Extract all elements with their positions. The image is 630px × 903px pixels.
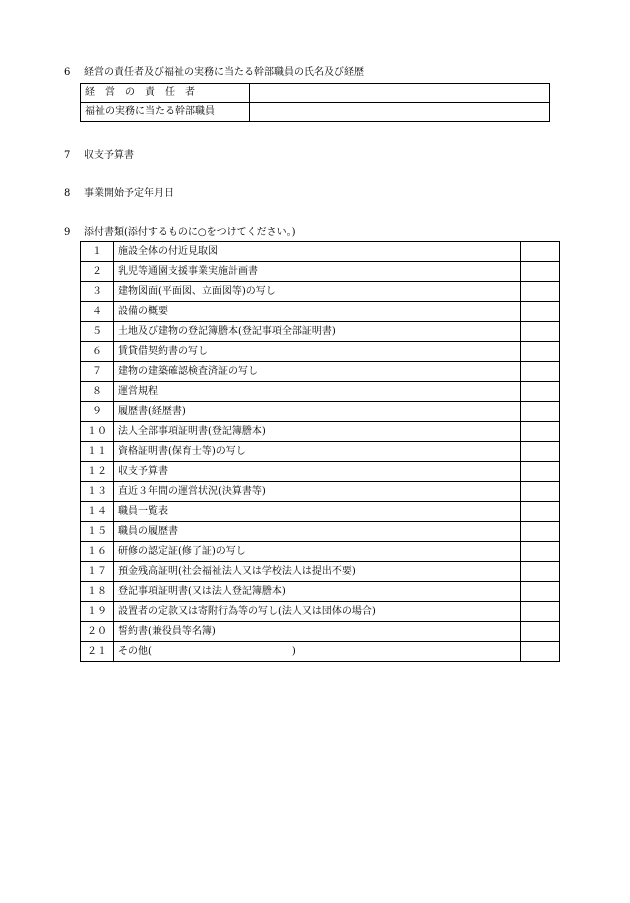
table-row xyxy=(81,522,560,542)
section-7-title: 収支予算書 xyxy=(84,150,134,161)
attachment-check-cell[interactable] xyxy=(521,282,560,302)
table-row xyxy=(81,322,560,342)
attachment-number: １７ xyxy=(81,562,114,582)
attachment-check-cell[interactable] xyxy=(521,602,560,622)
attachment-number: １０ xyxy=(81,422,114,442)
attachment-number: １２ xyxy=(81,462,114,482)
responsible-person-label: 経 営 の 責 任 者 xyxy=(81,84,250,103)
table-row xyxy=(81,302,560,322)
attachment-number: ２０ xyxy=(81,622,114,642)
section-9-title: 添付書類(添付するものに○をつけてください。) xyxy=(84,227,296,238)
attachment-number: １３ xyxy=(81,482,114,502)
senior-staff-value[interactable] xyxy=(250,103,550,122)
table-row xyxy=(81,462,560,482)
section-8-heading xyxy=(64,188,174,200)
attachment-name: 建物図面(平面図、立面図等)の写し xyxy=(114,282,521,302)
table-row xyxy=(81,562,560,582)
attachment-number: １５ xyxy=(81,522,114,542)
senior-staff-label: 福祉の実務に当たる幹部職員 xyxy=(81,103,250,122)
attachment-name: 建物の建築確認検査済証の写し xyxy=(114,362,521,382)
section-7-heading xyxy=(64,150,134,162)
attachment-name: 資格証明書(保育士等)の写し xyxy=(114,442,521,462)
attachment-name: 施設全体の付近見取図 xyxy=(114,242,521,262)
attachment-name: 賃貸借契約書の写し xyxy=(114,342,521,362)
section-6-number: 6 xyxy=(64,67,71,78)
attachment-number: １１ xyxy=(81,442,114,462)
table-row xyxy=(81,103,550,122)
attachment-number: ６ xyxy=(81,342,114,362)
attachment-check-cell[interactable] xyxy=(521,422,560,442)
attachment-number: ９ xyxy=(81,402,114,422)
attachment-number: １６ xyxy=(81,542,114,562)
attachment-name: 設備の概要 xyxy=(114,302,521,322)
attachment-check-cell[interactable] xyxy=(521,242,560,262)
attachment-number: １９ xyxy=(81,602,114,622)
table-row xyxy=(81,622,560,642)
table-row xyxy=(81,502,560,522)
attachment-check-cell[interactable] xyxy=(521,382,560,402)
attachment-check-cell[interactable] xyxy=(521,462,560,482)
table-row xyxy=(81,422,560,442)
attachment-number: ２１ xyxy=(81,642,114,662)
attachment-check-cell[interactable] xyxy=(521,342,560,362)
table-row xyxy=(81,242,560,262)
attachments-table xyxy=(80,241,560,662)
attachment-number: １４ xyxy=(81,502,114,522)
table-row xyxy=(81,542,560,562)
attachment-name: 法人全部事項証明書(登記簿謄本) xyxy=(114,422,521,442)
table-row xyxy=(81,84,550,103)
attachment-number: ４ xyxy=(81,302,114,322)
attachment-name: その他( ) xyxy=(114,642,521,662)
attachment-name: 直近３年間の運営状況(決算書等) xyxy=(114,482,521,502)
attachment-name: 預金残高証明(社会福祉法人又は学校法人は提出不要) xyxy=(114,562,521,582)
section-9-heading xyxy=(64,227,296,239)
table-row xyxy=(81,262,560,282)
attachment-check-cell[interactable] xyxy=(521,262,560,282)
table-row xyxy=(81,442,560,462)
attachment-number: ５ xyxy=(81,322,114,342)
attachment-name: 運営規程 xyxy=(114,382,521,402)
attachment-name: 職員一覧表 xyxy=(114,502,521,522)
attachment-number: ８ xyxy=(81,382,114,402)
attachment-number: ７ xyxy=(81,362,114,382)
attachment-number: ２ xyxy=(81,262,114,282)
attachment-number: １ xyxy=(81,242,114,262)
attachment-check-cell[interactable] xyxy=(521,542,560,562)
table-row xyxy=(81,342,560,362)
section-6-title: 経営の責任者及び福祉の実務に当たる幹部職員の氏名及び経歴 xyxy=(84,67,364,78)
section-9-number: 9 xyxy=(64,227,71,238)
attachment-check-cell[interactable] xyxy=(521,402,560,422)
attachment-check-cell[interactable] xyxy=(521,562,560,582)
table-row xyxy=(81,482,560,502)
attachment-check-cell[interactable] xyxy=(521,502,560,522)
attachment-number: １８ xyxy=(81,582,114,602)
attachment-name: 履歴書(経歴書) xyxy=(114,402,521,422)
attachment-name: 登記事項証明書(又は法人登記簿謄本) xyxy=(114,582,521,602)
attachment-name: 乳児等通園支援事業実施計画書 xyxy=(114,262,521,282)
management-staff-table xyxy=(80,83,550,122)
attachment-name: 誓約書(兼役員等名簿) xyxy=(114,622,521,642)
section-8-title: 事業開始予定年月日 xyxy=(84,188,174,199)
responsible-person-value[interactable] xyxy=(250,84,550,103)
attachment-check-cell[interactable] xyxy=(521,642,560,662)
attachment-check-cell[interactable] xyxy=(521,522,560,542)
attachment-check-cell[interactable] xyxy=(521,622,560,642)
attachment-name: 収支予算書 xyxy=(114,462,521,482)
table-row xyxy=(81,362,560,382)
table-row xyxy=(81,582,560,602)
section-6-heading xyxy=(64,67,364,79)
attachment-check-cell[interactable] xyxy=(521,322,560,342)
section-8-number: 8 xyxy=(64,188,71,199)
table-row xyxy=(81,402,560,422)
attachment-check-cell[interactable] xyxy=(521,442,560,462)
attachment-name: 研修の認定証(修了証)の写し xyxy=(114,542,521,562)
attachment-name: 設置者の定款又は寄附行為等の写し(法人又は団体の場合) xyxy=(114,602,521,622)
attachment-check-cell[interactable] xyxy=(521,482,560,502)
attachment-check-cell[interactable] xyxy=(521,582,560,602)
attachment-name: 土地及び建物の登記簿謄本(登記事項全部証明書) xyxy=(114,322,521,342)
attachment-check-cell[interactable] xyxy=(521,302,560,322)
attachment-check-cell[interactable] xyxy=(521,362,560,382)
table-row xyxy=(81,382,560,402)
attachment-name: 職員の履歴書 xyxy=(114,522,521,542)
section-7-number: 7 xyxy=(64,150,71,161)
table-row xyxy=(81,642,560,662)
attachment-number: ３ xyxy=(81,282,114,302)
table-row xyxy=(81,602,560,622)
table-row xyxy=(81,282,560,302)
